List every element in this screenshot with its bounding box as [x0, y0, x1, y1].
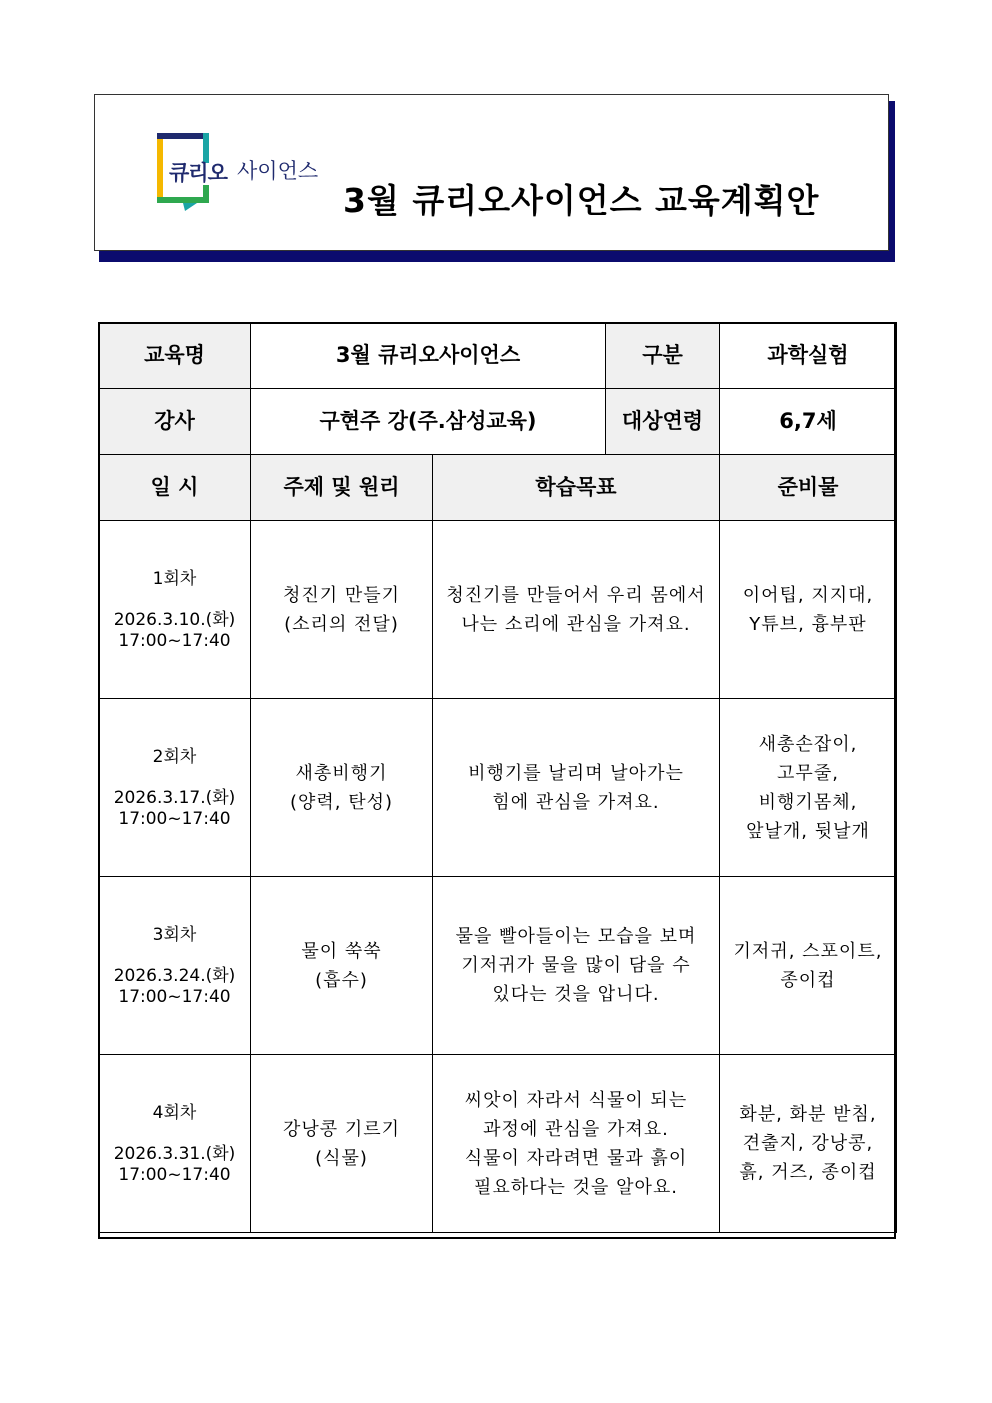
session-date: 2026.3.24.(화): [113, 965, 236, 986]
instructor-value: 구현주 강(주.삼성교육): [251, 389, 606, 455]
goal-line: 과정에 관심을 가져요.: [483, 1118, 669, 1140]
materials-line: 고무줄,: [777, 762, 839, 784]
column-header-row: [99, 455, 897, 521]
topic-line: (식물): [315, 1147, 368, 1169]
goal-line: 있다는 것을 압니다.: [492, 984, 660, 1005]
document-header: [94, 94, 889, 251]
table-row: [99, 877, 897, 1055]
session-goal-cell: [433, 521, 720, 699]
session-time: 17:00~17:40: [118, 808, 231, 829]
session-datetime-cell: [99, 1055, 251, 1233]
session-materials-cell: [720, 521, 897, 699]
goal-line: 필요하다는 것을 알아요.: [473, 1176, 679, 1198]
table-row: [99, 1055, 897, 1233]
session-goal-cell: [433, 699, 720, 877]
course-value: 3월 큐리오사이언스: [251, 323, 606, 389]
session-datetime-cell: [99, 877, 251, 1055]
category-label: 구분: [606, 323, 720, 389]
session-number: 2회차: [152, 746, 197, 767]
logo-text-main: 큐리오: [169, 161, 227, 185]
session-topic-cell: [251, 699, 433, 877]
session-topic-cell: [251, 1055, 433, 1233]
materials-line: Y튜브, 흉부판: [749, 613, 867, 635]
session-date: 2026.3.10.(화): [113, 609, 236, 630]
session-materials-cell: [720, 877, 897, 1055]
goal-line: 식물이 자라려면 물과 흙이: [464, 1147, 688, 1169]
education-plan-table: [98, 322, 897, 1233]
materials-line: 화분, 화분 받침,: [739, 1104, 877, 1125]
category-value: 과학실험: [720, 323, 897, 389]
page-title: 3월 큐리오사이언스 교육계획안: [343, 181, 820, 220]
materials-line: 흙, 거즈, 종이컵: [739, 1162, 877, 1183]
column-header-topic: 주제 및 원리: [251, 455, 433, 521]
materials-line: 종이컵: [780, 969, 836, 991]
session-number: 4회차: [152, 1102, 197, 1123]
column-header-date: 일 시: [99, 455, 251, 521]
session-datetime-cell: [99, 699, 251, 877]
materials-line: 비행기몸체,: [758, 791, 858, 813]
session-materials-cell: [720, 1055, 897, 1233]
instructor-info-row: [99, 389, 897, 455]
session-goal-cell: [433, 877, 720, 1055]
table-row: [99, 699, 897, 877]
materials-line: 앞날개, 뒷날개: [746, 820, 870, 842]
session-time: 17:00~17:40: [118, 1164, 231, 1185]
goal-line: 청진기를 만들어서 우리 몸에서: [446, 584, 706, 606]
session-materials-cell: [720, 699, 897, 877]
materials-line: 기저귀, 스포이트,: [733, 940, 883, 962]
session-number: 3회차: [152, 924, 197, 945]
topic-line: 물이 쑥쑥: [301, 940, 382, 962]
session-number: 1회차: [152, 568, 197, 589]
session-time: 17:00~17:40: [118, 630, 231, 651]
topic-line: 청진기 만들기: [282, 584, 401, 606]
course-label: 교육명: [99, 323, 251, 389]
materials-line: 새총손잡이,: [758, 733, 858, 755]
session-time: 17:00~17:40: [118, 986, 231, 1007]
session-datetime-cell: [99, 521, 251, 699]
session-topic-cell: [251, 521, 433, 699]
topic-line: (양력, 탄성): [289, 791, 394, 813]
session-date: 2026.3.17.(화): [113, 787, 236, 808]
instructor-label: 강사: [99, 389, 251, 455]
column-header-goal: 학습목표: [433, 455, 720, 521]
topic-line: 강낭콩 기르기: [282, 1118, 401, 1140]
session-topic-cell: [251, 877, 433, 1055]
session-date: 2026.3.31.(화): [113, 1143, 236, 1164]
session-goal-cell: [433, 1055, 720, 1233]
age-label: 대상연령: [606, 389, 720, 455]
materials-line: 이어팁, 지지대,: [742, 584, 874, 606]
topic-line: (흡수): [315, 969, 368, 991]
goal-line: 힘에 관심을 가져요.: [492, 791, 660, 813]
course-info-row: [99, 323, 897, 389]
goal-line: 비행기를 날리며 날아가는: [468, 762, 684, 784]
logo-text-sub: 사이언스: [237, 159, 319, 183]
column-header-materials: 준비물: [720, 455, 897, 521]
table-row: [99, 521, 897, 699]
goal-line: 씨앗이 자라서 식물이 되는: [464, 1089, 688, 1111]
goal-line: 물을 빨아들이는 모습을 보며: [455, 926, 697, 947]
topic-line: 새총비행기: [295, 762, 388, 784]
goal-line: 나는 소리에 관심을 가져요.: [461, 613, 691, 635]
curio-science-logo: [157, 133, 337, 217]
goal-line: 기저귀가 물을 많이 담을 수: [461, 955, 691, 976]
age-value: 6,7세: [720, 389, 897, 455]
topic-line: (소리의 전달): [284, 613, 399, 635]
materials-line: 견출지, 강낭콩,: [742, 1133, 874, 1154]
